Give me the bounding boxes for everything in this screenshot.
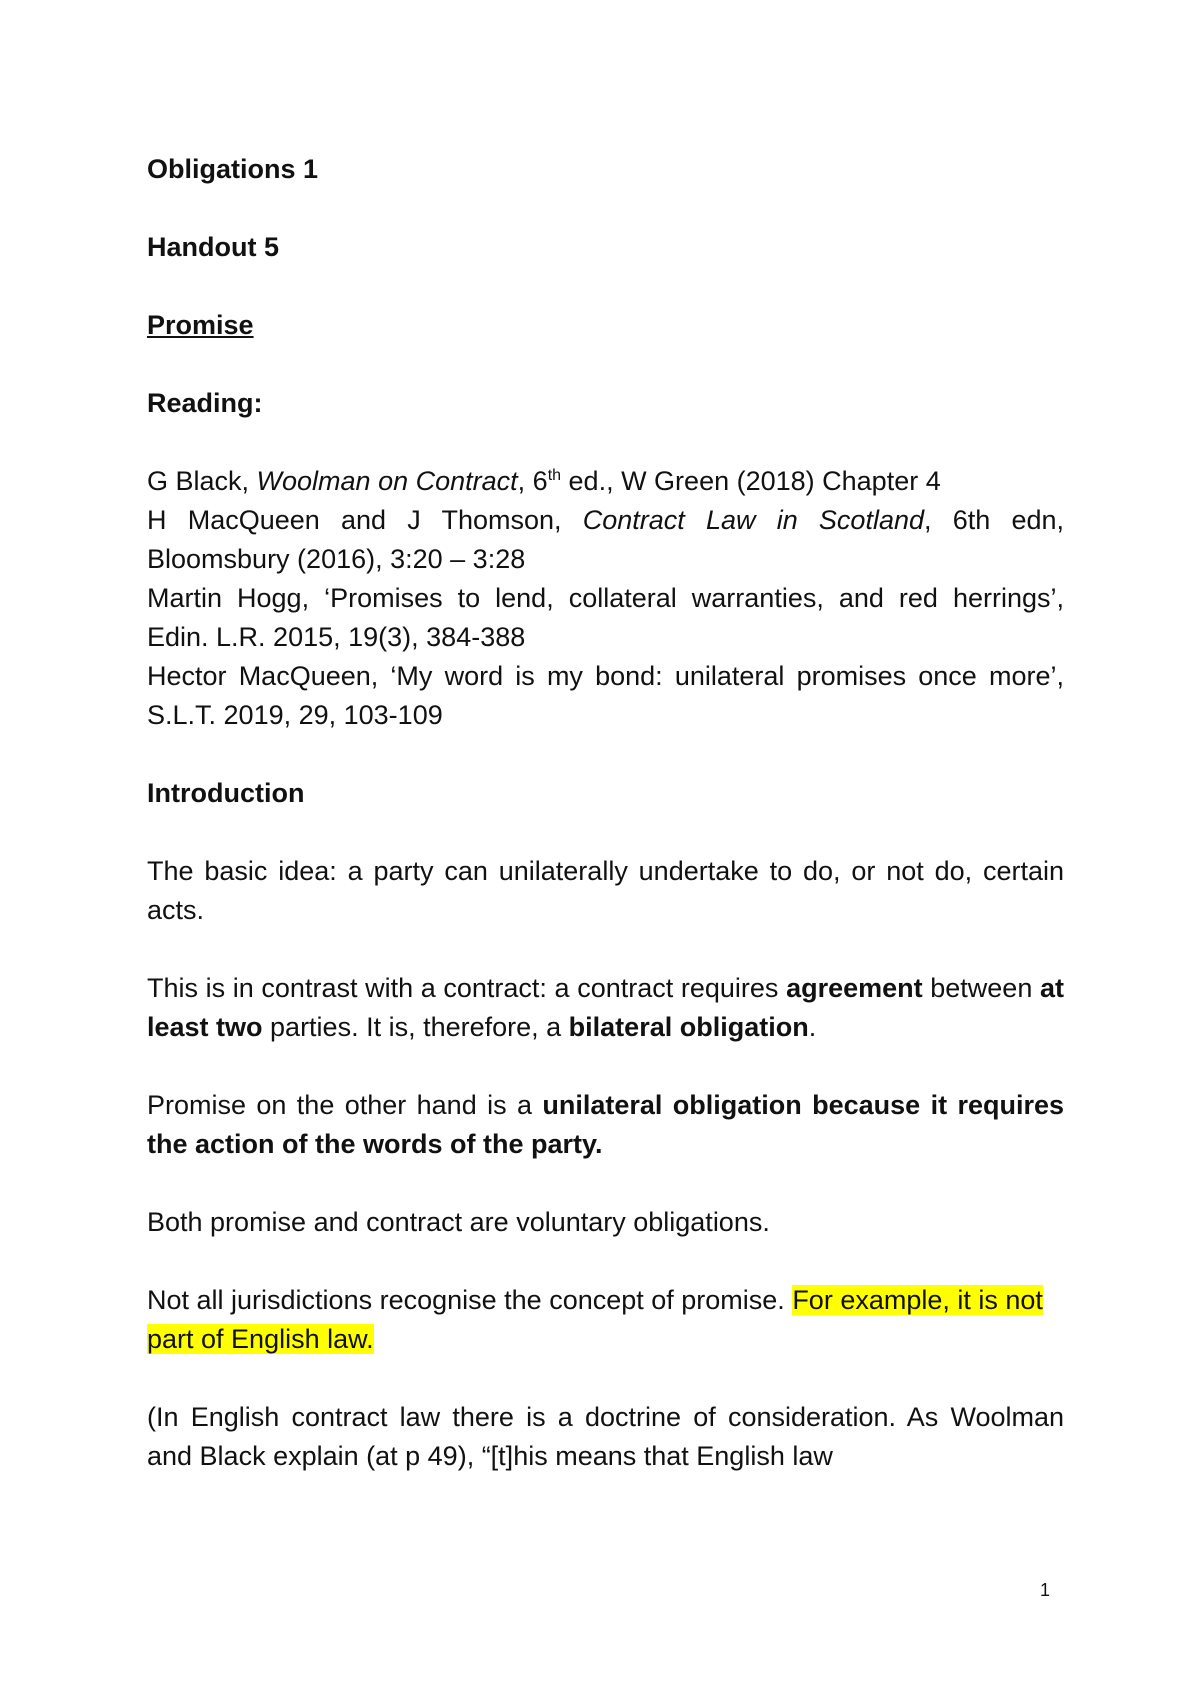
paragraph-voluntary: Both promise and contract are voluntary obligations.	[147, 1207, 770, 1237]
reading-item: Hector MacQueen, ‘My word is my bond: unilateral promises once more’, S.L.T. 2019, 29, 103-109	[147, 661, 1064, 730]
reading-list	[147, 462, 1064, 735]
page-number: 1	[1040, 1580, 1051, 1600]
highlighted-text: For example, it is not part of English law.	[147, 1285, 1043, 1354]
reading-heading: Reading:	[147, 388, 263, 418]
introduction-heading: Introduction	[147, 778, 305, 808]
paragraph-jurisdictions: Not all jurisdictions recognise the concept of promise. For example, it is not part of English law.	[147, 1285, 1043, 1354]
handout-number: Handout 5	[147, 232, 279, 262]
reading-item: H MacQueen and J Thomson, Contract Law in Scotland, 6th edn, Bloomsbury (2016), 3:20 – 3:28	[147, 505, 1064, 574]
paragraph-basic-idea: The basic idea: a party can unilaterally undertake to do, or not do, certain acts.	[147, 856, 1064, 925]
paragraph-unilateral: Promise on the other hand is a unilateral obligation because it requires the action of the words of the party.	[147, 1090, 1064, 1159]
document-body	[147, 150, 1064, 1476]
reading-item: Martin Hogg, ‘Promises to lend, collateral warranties, and red herrings’, Edin. L.R. 2015, 19(3), 384-388	[147, 583, 1064, 652]
course-title: Obligations 1	[147, 154, 319, 184]
paragraph-contract-contrast: This is in contrast with a contract: a contract requires agreement between at least two parties. It is, therefore, a bilateral obligation.	[147, 973, 1064, 1042]
reading-item: G Black, Woolman on Contract, 6th ed., W Green (2018) Chapter 4	[147, 466, 941, 496]
topic-heading: Promise	[147, 310, 254, 340]
paragraph-english-law: (In English contract law there is a doctrine of consideration. As Woolman and Black explain (at p 49), “[t]his means that English law	[147, 1402, 1064, 1471]
